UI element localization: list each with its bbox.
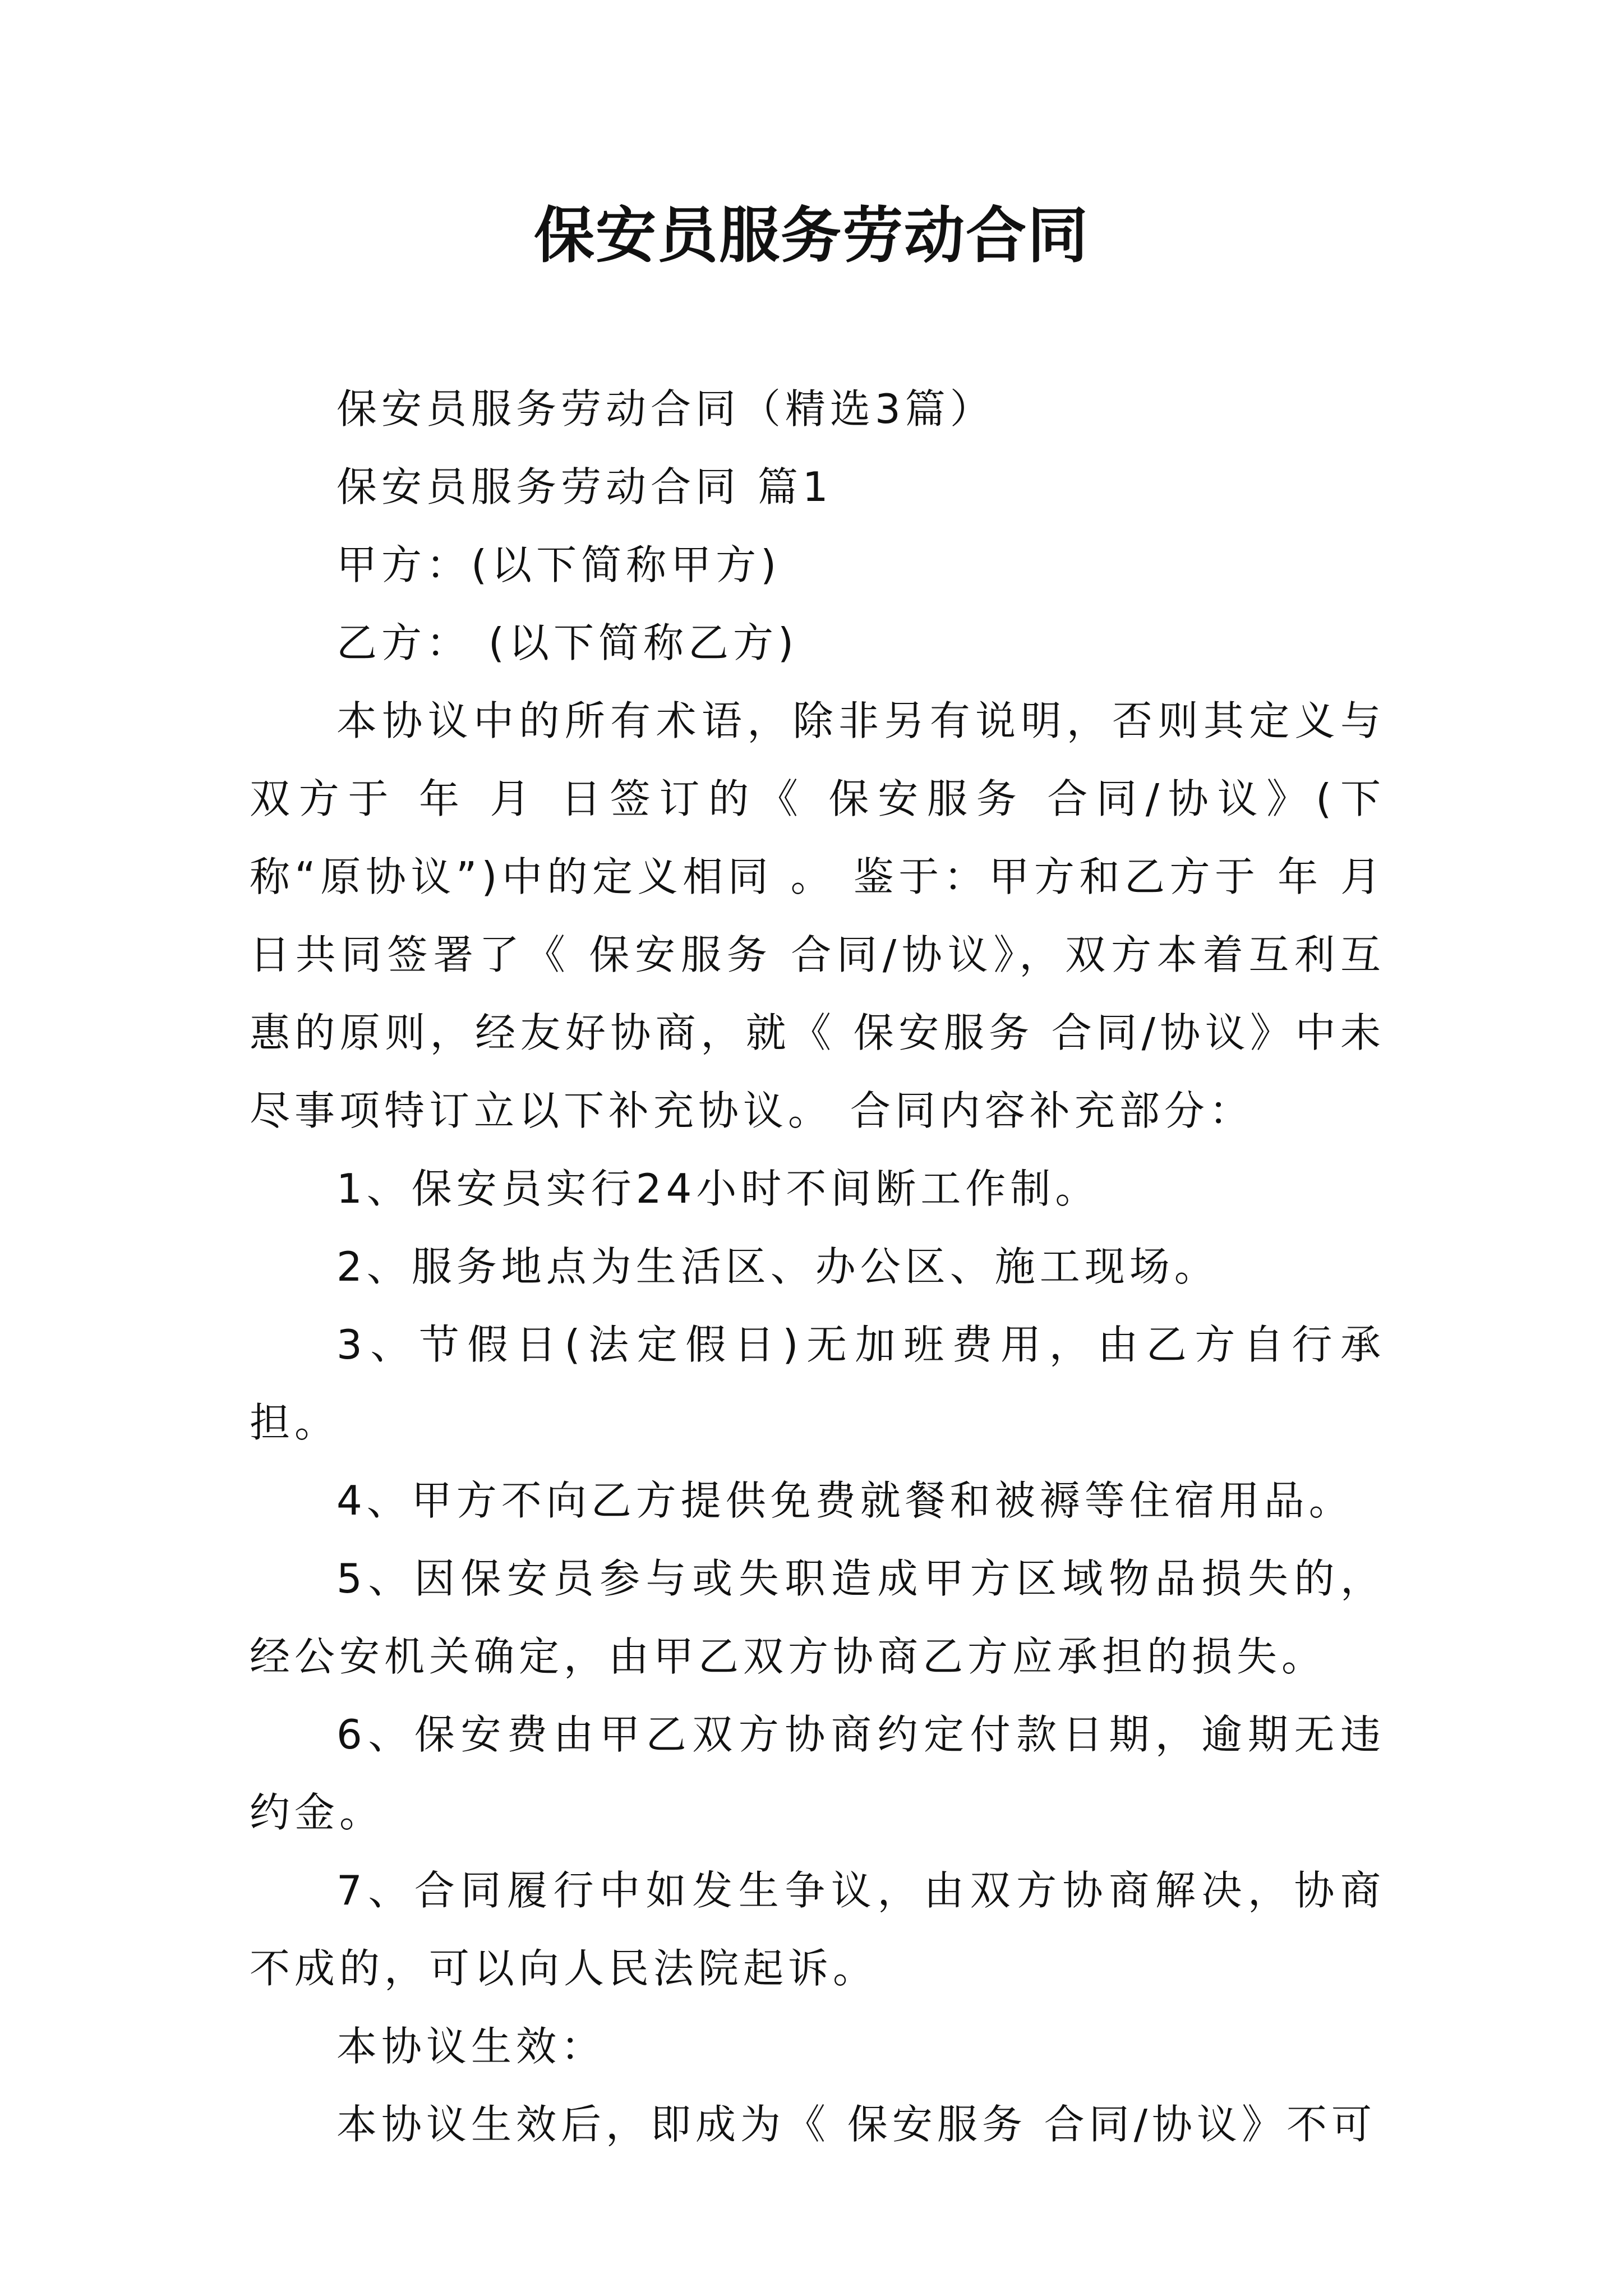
paragraph-clause-4: 4、甲方不向乙方提供免费就餐和被褥等住宿用品。 — [336, 1477, 1354, 1524]
paragraph-effectiveness-heading: 本协议生效： — [336, 2023, 606, 2070]
paragraph-clause-6: 6、保安费由甲乙双方协商约定付款日期，逾期无违约金。 — [250, 1711, 1385, 1836]
paragraph-clause-5: 5、因保安员参与或失职造成甲方区域物品损失的，经公安机关确定，由甲乙双方协商乙方应承担的损失。 — [250, 1555, 1385, 1680]
document-title: 保安员服务劳动合同 — [533, 200, 1089, 271]
paragraph-preamble: 本协议中的所有术语，除非另有说明，否则其定义与双方于 年 月 日签订的《 保安服务 合同/协议》(下称“原协议”)中的定义相同 。 鉴于：甲方和乙方于 年 月 日共同签署了《 保安服务 合同/协议》，双方本着互利互惠的原则，经友好协商，就《 保安服务 合同/协议》中未尽事项特订立以下补充协议。 合同内容补充部分： — [250, 697, 1385, 1134]
paragraph-party-b: 乙方： (以下简称乙方) — [336, 619, 799, 666]
paragraph-effectiveness-text: 本协议生效后，即成为《 保安服务 合同/协议》不可 — [336, 2101, 1377, 2148]
document-body — [250, 370, 1385, 2164]
paragraph-clause-2: 2、服务地点为生活区、办公区、施工现场。 — [336, 1243, 1219, 1290]
paragraph-subtitle: 保安员服务劳动合同（精选3篇） — [336, 385, 995, 432]
paragraph-clause-7: 7、合同履行中如发生争议，由双方协商解决，协商不成的，可以向人民法院起诉。 — [250, 1867, 1385, 1992]
paragraph-clause-1: 1、保安员实行24小时不间断工作制。 — [336, 1165, 1100, 1212]
paragraph-clause-3: 3、节假日(法定假日)无加班费用，由乙方自行承担。 — [250, 1321, 1385, 1446]
paragraph-party-a: 甲方：(以下简称甲方) — [336, 541, 781, 588]
paragraph-section-heading: 保安员服务劳动合同 篇1 — [336, 463, 833, 510]
